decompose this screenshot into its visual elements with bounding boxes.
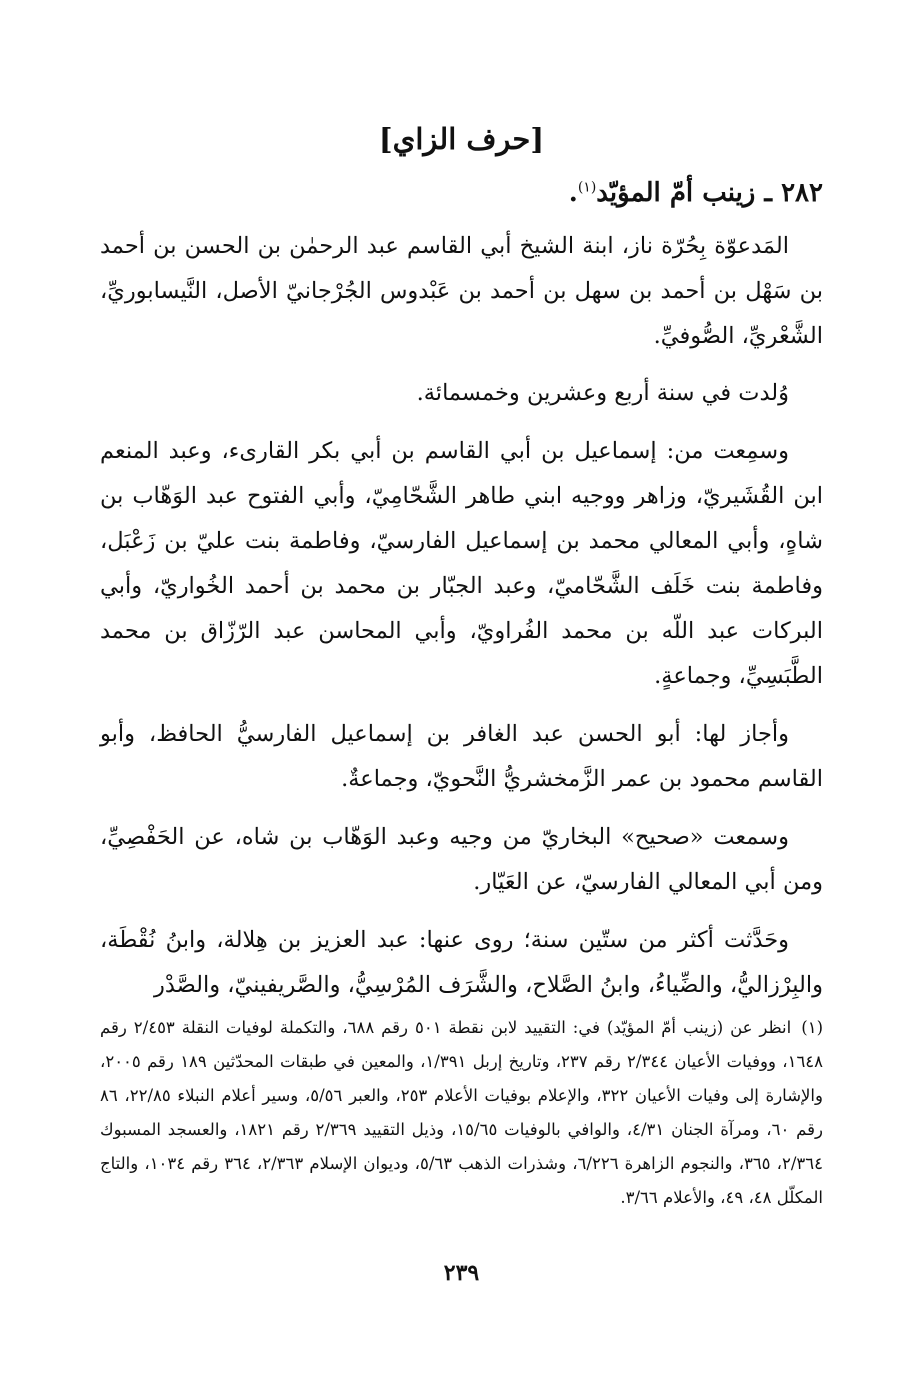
page-number: ٢٣٩ xyxy=(443,1260,480,1286)
footnote-reference[interactable]: (١) xyxy=(577,179,597,196)
paragraph-sahih: وسمعت «صحيح» البخاريّ من وجيه وعبد الوَهّاب بن شاه، عن الحَفْصِيِّ، ومن أبي المعالي الفارسيّ، عن العَيّار. xyxy=(100,824,823,895)
footnote-block xyxy=(100,1011,823,1215)
entry-title-end: . xyxy=(568,178,578,208)
section-heading: [حرف الزاي] xyxy=(378,122,545,156)
paragraph-birth: وُلدت في سنة أربع وعشرين وخمسمائة. xyxy=(416,380,789,406)
entry-body xyxy=(100,224,823,1021)
paragraph-ijaza: وأجاز لها: أبو الحسن عبد الغافر بن إسماعيل الفارسيُّ الحافظ، وأبو القاسم محمود بن عمر الزَّمخشريُّ النَّحويّ، وجماعةٌ. xyxy=(100,721,823,792)
footnote-mark: (١) xyxy=(801,1018,823,1037)
footnote-text: انظر عن (زينب أمّ المؤيّد) في: التقييد لابن نقطة ٥٠١ رقم ٦٨٨، والتكملة لوفيات النقلة ٢/٤٥٣ رقم ١٦٤٨، ووفيات الأعيان ٢/٣٤٤ رقم ٢٣٧، وتاريخ إربل ١/٣٩١، والمعين في طبقات المحدّثين ١٨٩ رقم ٢٠٠٥، والإشارة إلى وفيات الأعيان ٣٢٢، والإعلام بوفيات الأعلام ٢٥٣، والعبر ٥/٥٦، وسير أعلام النبلاء ٢٢/٨٥، ٨٦ رقم ٦٠، ومرآة الجنان ٤/٣١، والوافي بالوفيات ١٥/٦٥، وذيل التقييد ٢/٣٦٩ رقم ١٨٢١، والعسجد المسبوك ٢/٣٦٤، ٣٦٥، والنجوم الزاهرة ٦/٢٢٦، وشذرات الذهب ٥/٦٣، وديوان الإسلام ٢/٣٦٣، ٣٦٤ رقم ١٠٣٤، والتاج المكلّل ٤٨، ٤٩، والأعلام ٣/٦٦. xyxy=(100,1018,824,1207)
entry-title-text: ٢٨٢ ـ زينب أمّ المؤيّد xyxy=(596,178,823,208)
paragraph-students: وحَدَّثت أكثر من ستّين سنة؛ روى عنها: عبد العزيز بن هِلالة، وابنُ نُقْطَة، والبِرْزاليُّ، والضِّياءُ، وابنُ الصَّلاح، والشَّرَف المُرْسِيُّ، والصَّريفينيّ، والصَّدْر xyxy=(100,927,823,998)
paragraph-teachers: وسمِعت من: إسماعيل بن أبي القاسم بن أبي بكر القارىء، وعبد المنعم ابن القُشَيريّ، وزاهر ووجيه ابني طاهر الشَّحّامِيّ، وأبي الفتوح عبد الوَهّاب بن شاهٍ، وأبي المعالي محمد بن إسماعيل الفارسيّ، وفاطمة بنت عليّ بن زَعْبَل، وفاطمة بنت خَلَف الشَّحّاميّ، وعبد الجبّار بن محمد بن أحمد الخُواريّ، وأبي البركات عبد اللّه بن محمد الفُراويّ، وأبي المحاسن عبد الرّزّاق بن محمد الطَّبَسِيِّ، وجماعةٍ. xyxy=(100,438,823,689)
paragraph-name-lineage: المَدعوّة بِحُرّة ناز، ابنة الشيخ أبي القاسم عبد الرحمٰن بن الحسن بن أحمد بن سَهْل بن أحمد بن سهل بن أحمد بن عَبْدوس الجُرْجانيّ الأصل، النَّيسابوريِّ، الشَّعْريِّ، الصُّوفيِّ. xyxy=(100,233,823,349)
entry-title xyxy=(100,178,823,208)
